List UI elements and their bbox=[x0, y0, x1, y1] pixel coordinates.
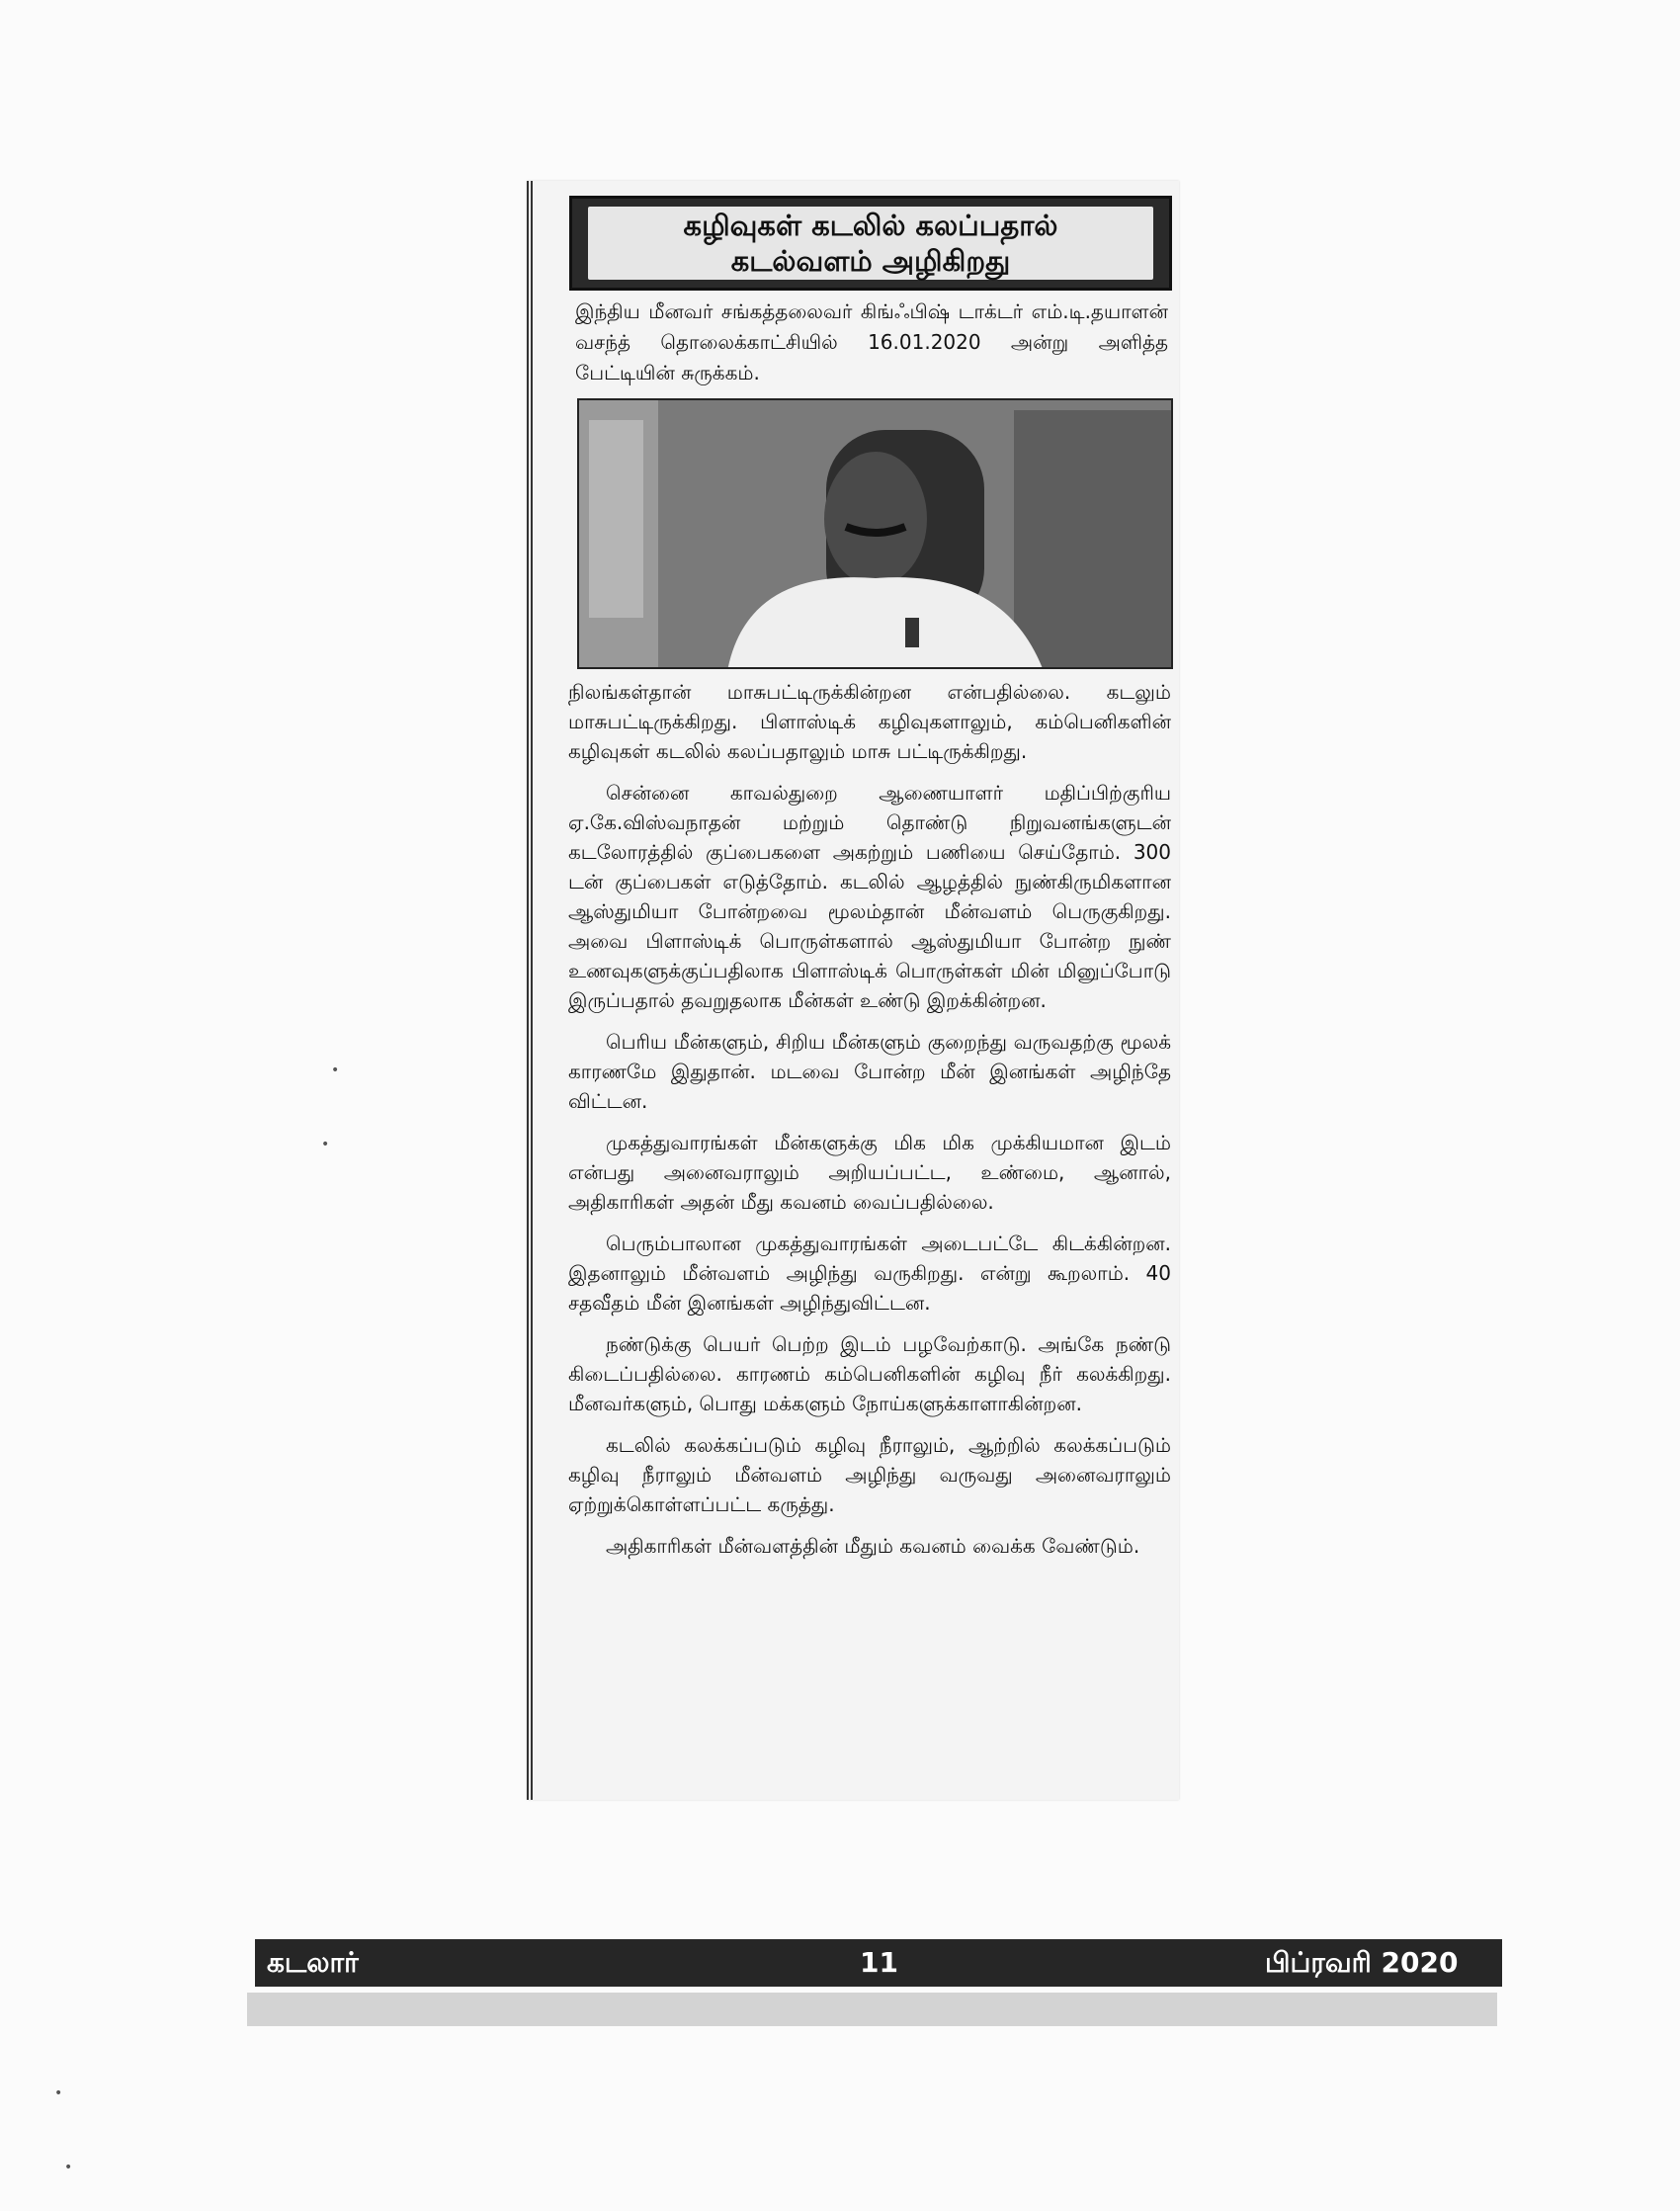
paragraph-4: முகத்துவாரங்கள் மீன்களுக்கு மிக மிக முக்கியமான இடம் என்பது அனைவராலும் அறியப்பட்ட, உண்மை, ஆனால், அதிகாரிகள் அதன் மீது கவனம் வைப்பதில்லை. bbox=[568, 1131, 1171, 1214]
bleed-through-strip bbox=[247, 1993, 1497, 2026]
interviewee-photo bbox=[577, 398, 1173, 669]
article-intro: இந்திய மீனவர் சங்கத்தலைவர் கிங்ஃபிஷ் டாக்டர் எம்.டி.தயாளன் வசந்த் தொலைக்காட்சியில் 16.01.2020 அன்று அளித்த பேட்டியின் சுருக்கம். bbox=[575, 299, 1168, 384]
paragraph-8: அதிகாரிகள் மீன்வளத்தின் மீதும் கவனம் வைக்க வேண்டும். bbox=[606, 1534, 1140, 1558]
headline-line-1: கழிவுகள் கடலில் கலப்பதால் bbox=[683, 209, 1058, 242]
article-body bbox=[568, 677, 1171, 1573]
paragraph-5: பெரும்பாலான முகத்துவாரங்கள் அடைபட்டே கிடக்கின்றன. இதனாலும் மீன்வளம் அழிந்து வருகிறது. என்று கூறலாம். 40 சதவீதம் மீன் இனங்கள் அழிந்துவிட்டன. bbox=[568, 1232, 1171, 1315]
headline-inner bbox=[588, 207, 1153, 280]
paragraph-7: கடலில் கலக்கப்படும் கழிவு நீராலும், ஆற்றில் கலக்கப்படும் கழிவு நீராலும் மீன்வளம் அழிந்து வருவது அனைவராலும் ஏற்றுக்கொள்ளப்பட்ட கருத்து. bbox=[568, 1433, 1171, 1516]
paragraph-2: சென்னை காவல்துறை ஆணையாளர் மதிப்பிற்குரிய ஏ.கே.விஸ்வநாதன் மற்றும் தொண்டு நிறுவனங்களுடன் கடலோரத்தில் குப்பைகளை அகற்றும் பணியை செய்தோம். 300 டன் குப்பைகள் எடுத்தோம். கடலில் ஆழத்தில் நுண்கிருமிகளான ஆஸ்துமியா போன்றவை மூலம்தான் மீன்வளம் பெருகுகிறது. அவை பிளாஸ்டிக் பொருள்களால் ஆஸ்துமியா போன்ற நுண் உணவுகளுக்குப்பதிலாக பிளாஸ்டிக் பொருள்கள் மின் மினுப்போடு இருப்பதால் தவறுதலாக மீன்கள் உண்டு இறக்கின்றன. bbox=[568, 781, 1171, 1012]
scan-speck: • bbox=[331, 1063, 340, 1078]
scan-speck: • bbox=[64, 2160, 73, 2175]
page-number: 11 bbox=[860, 1946, 898, 1979]
paragraph-3: பெரிய மீன்களும், சிறிய மீன்களும் குறைந்து வருவதற்கு மூலக் காரணமே இதுதான். மடவை போன்ற மீன் இனங்கள் அழிந்தே விட்டன. bbox=[568, 1030, 1171, 1113]
scan-speck: • bbox=[321, 1137, 330, 1152]
issue-date: பிப்ரவரி 2020 bbox=[1265, 1946, 1459, 1979]
headline-line-2: கடல்வளம் அழிகிறது bbox=[730, 244, 1011, 278]
portrait-illustration bbox=[579, 400, 1173, 669]
paragraph-1: நிலங்கள்தான் மாசுபட்டிருக்கின்றன என்பதில்லை. கடலும் மாசுபட்டிருக்கிறது. பிளாஸ்டிக் கழிவுகளாலும், கம்பெனிகளின் கழிவுகள் கடலில் கலப்பதாலும் மாசு பட்டிருக்கிறது. bbox=[568, 680, 1171, 763]
publication-name: கடலார் bbox=[267, 1946, 359, 1979]
scan-speck: • bbox=[54, 2085, 63, 2101]
headline-box bbox=[569, 196, 1172, 291]
paragraph-6: நண்டுக்கு பெயர் பெற்ற இடம் பழவேற்காடு. அங்கே நண்டு கிடைப்பதில்லை. காரணம் கம்பெனிகளின் கழிவு நீர் கலக்கிறது. மீனவர்களும், பொது மக்களும் நோய்களுக்காளாகின்றன. bbox=[568, 1332, 1171, 1415]
